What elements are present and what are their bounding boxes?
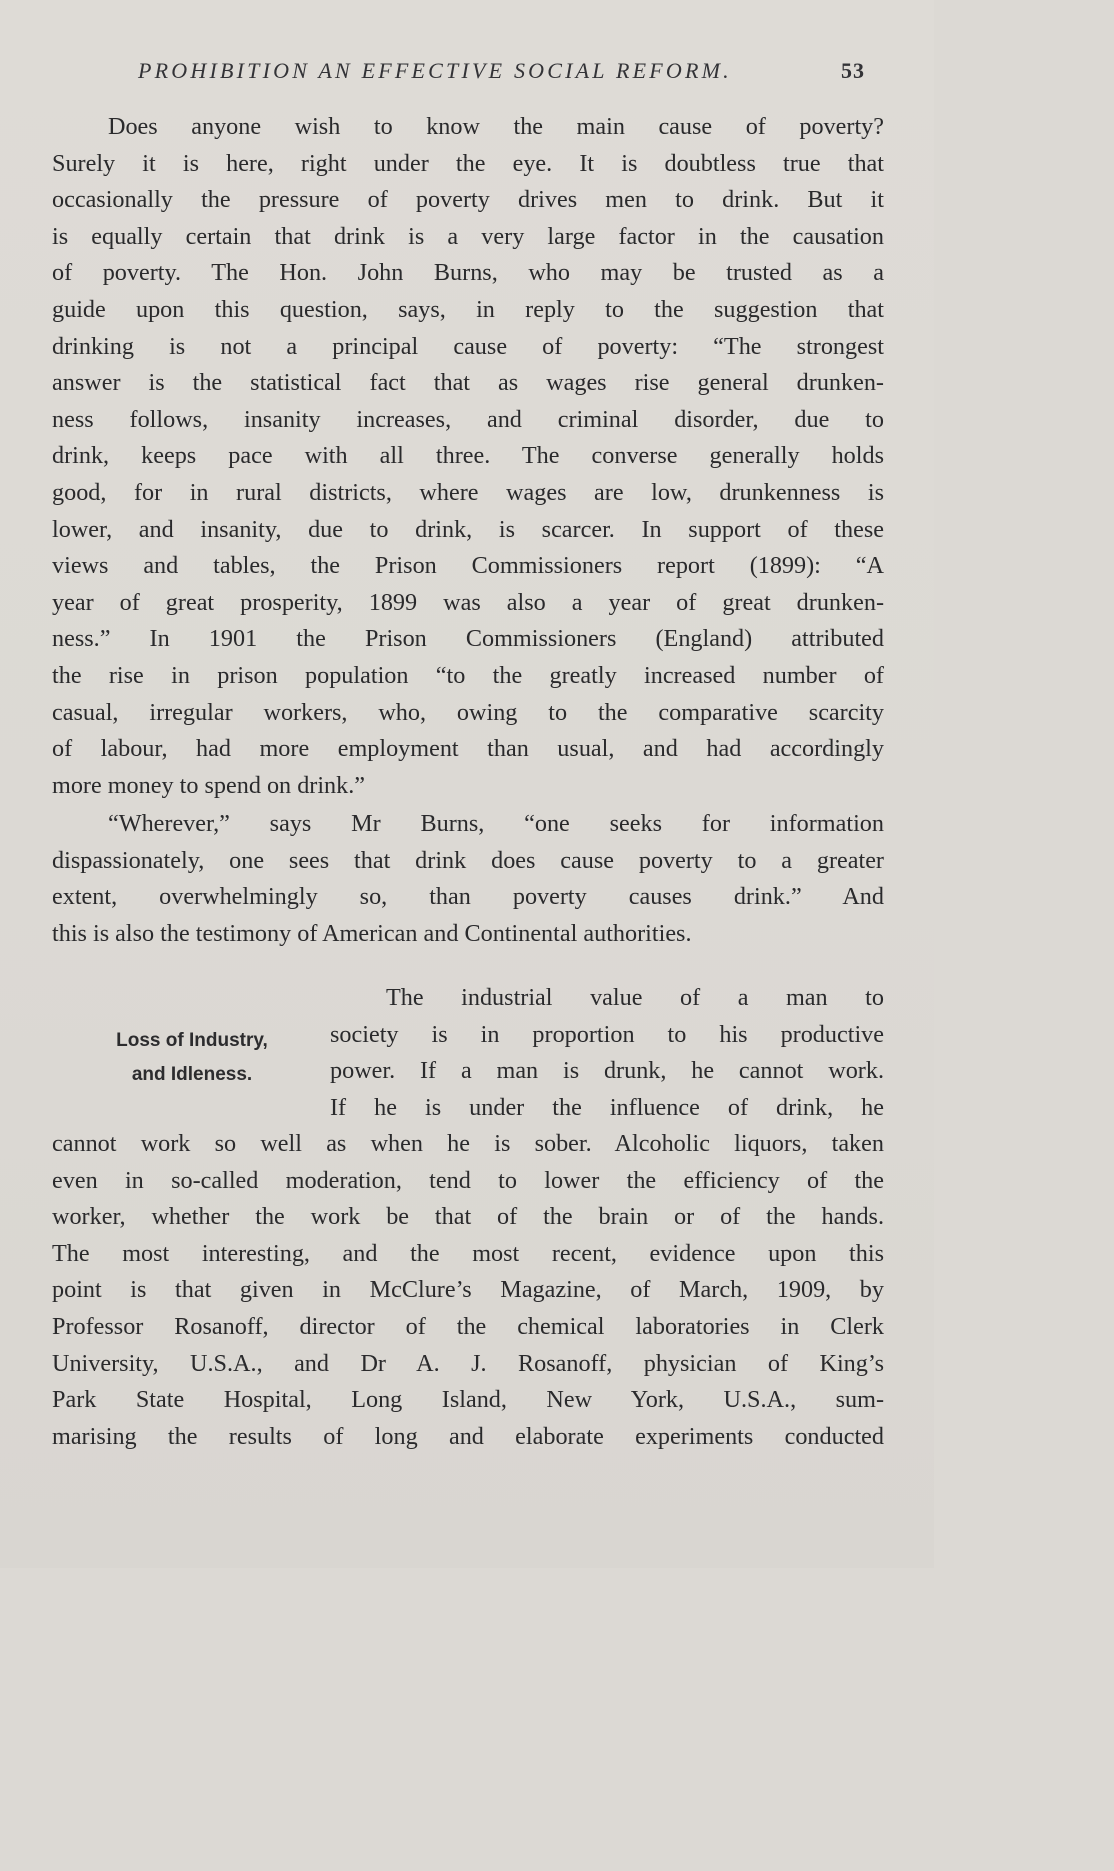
text-line: views and tables, the Prison Commissioners report (1899): “A: [52, 552, 884, 580]
side-heading-line: Loss of Industry,: [116, 1030, 268, 1051]
page-number: 53: [841, 58, 865, 83]
text-line: ness.” In 1901 the Prison Commissioners (England) attributed: [52, 625, 884, 653]
text-line: marising the results of long and elaborate experiments conducted: [52, 1422, 884, 1450]
paragraph-burns-quote: [52, 806, 884, 952]
text-line: power. If a man is drunk, he cannot work.: [330, 1057, 884, 1085]
text-line: Professor Rosanoff, director of the chemical laboratories in Clerk: [52, 1312, 884, 1340]
text-line: more money to spend on drink.”: [52, 771, 366, 799]
side-heading-line: and Idleness.: [131, 1064, 253, 1085]
text-line: occasionally the pressure of poverty drives men to drink. But it: [52, 186, 884, 214]
text-line: even in so-called moderation, tend to lower the efficiency of the: [52, 1166, 884, 1194]
text-line: cannot work so well as when he is sober. Alcoholic liquors, taken: [52, 1130, 884, 1157]
text-line: answer is the statistical fact that as wages rise general drunken-: [52, 369, 884, 397]
text-line: Surely it is here, right under the eye. It is doubtless true that: [52, 149, 884, 177]
text-line: good, for in rural districts, where wages are low, drunkenness is: [52, 478, 884, 506]
text-line: ness follows, insanity increases, and criminal disorder, due to: [52, 405, 884, 433]
text-line: lower, and insanity, due to drink, is scarcer. In support of these: [52, 515, 884, 543]
text-line: drinking is not a principal cause of poverty: “The strongest: [52, 332, 884, 360]
text-line: The most interesting, and the most recent, evidence upon this: [52, 1239, 884, 1267]
text-line: of poverty. The Hon. John Burns, who may be trusted as a: [52, 259, 884, 287]
text-line: year of great prosperity, 1899 was also a year of great drunken-: [52, 588, 884, 616]
text-line: the rise in prison population “to the greatly increased number of: [52, 661, 884, 689]
paragraph-industry-body: [52, 1126, 884, 1455]
text-line: extent, overwhelmingly so, than poverty causes drink.” And: [52, 883, 884, 911]
text-line: Does anyone wish to know the main cause of poverty?: [108, 113, 884, 140]
text-line: dispassionately, one sees that drink does cause poverty to a greater: [52, 846, 884, 874]
text-line: society is in proportion to his productive: [330, 1020, 884, 1048]
text-line: University, U.S.A., and Dr A. J. Rosanoff, physician of King’s: [52, 1349, 884, 1377]
text-line: guide upon this question, says, in reply to the suggestion that: [52, 295, 884, 323]
paragraph-poverty-cause: [52, 109, 884, 804]
running-title: PROHIBITION AN EFFECTIVE SOCIAL REFORM.: [138, 58, 732, 83]
text-line: drink, keeps pace with all three. The converse generally holds: [52, 442, 884, 470]
text-line: If he is under the influence of drink, he: [330, 1093, 884, 1121]
page-header: [0, 58, 934, 92]
text-line: casual, irregular workers, who, owing to the comparative scarcity: [52, 698, 884, 726]
text-line: point is that given in McClure’s Magazine, of March, 1909, by: [52, 1276, 884, 1304]
text-line: is equally certain that drink is a very large factor in the causation: [52, 222, 884, 250]
text-line: of labour, had more employment than usual, and had accordingly: [52, 735, 884, 763]
text-line: “Wherever,” says Mr Burns, “one seeks for information: [108, 810, 884, 837]
text-line: this is also the testimony of American and Continental authorities.: [52, 919, 692, 947]
text-line: The industrial value of a man to: [386, 984, 884, 1011]
text-line: Park State Hospital, Long Island, New York, U.S.A., sum-: [52, 1386, 884, 1414]
side-heading: [62, 1024, 322, 1092]
text-line: worker, whether the work be that of the brain or of the hands.: [52, 1203, 884, 1231]
paragraph-industry-intro: [330, 980, 884, 1126]
